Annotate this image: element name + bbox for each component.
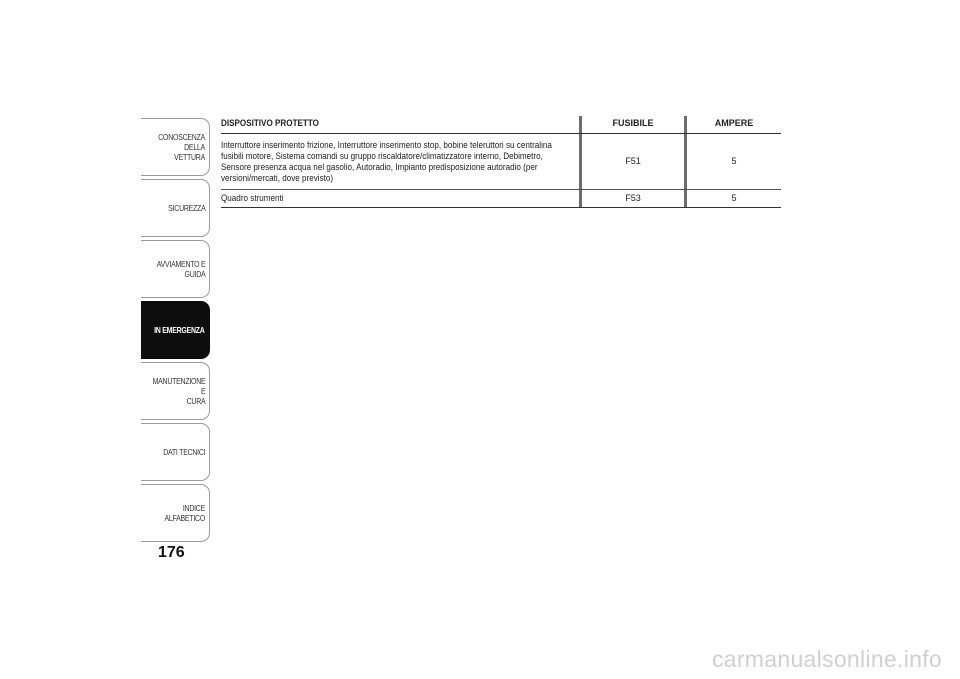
tab-label: SICUREZZA bbox=[167, 203, 205, 213]
ampere-cell: 5 bbox=[684, 134, 781, 189]
tab-conoscenza-della-vettura[interactable] bbox=[141, 118, 210, 176]
watermark: carmanualsonline.info bbox=[711, 646, 942, 672]
tab-label: IN EMERGENZA bbox=[154, 325, 205, 335]
table-header-row bbox=[221, 116, 781, 134]
tab-manutenzione-e-cura[interactable] bbox=[141, 362, 210, 420]
table-row bbox=[221, 190, 781, 208]
page-number: 176 bbox=[158, 544, 185, 561]
fuse-cell: F51 bbox=[579, 134, 684, 189]
tab-label: DATI TECNICI bbox=[162, 447, 205, 457]
table-row bbox=[221, 134, 781, 190]
fuse-table bbox=[221, 116, 781, 208]
tab-label: MANUTENZIONE E CURA bbox=[152, 376, 205, 406]
header-fuse: FUSIBILE bbox=[579, 116, 684, 133]
header-ampere: AMPERE bbox=[684, 116, 781, 133]
tab-in-emergenza[interactable] bbox=[141, 301, 210, 359]
tab-indice-alfabetico[interactable] bbox=[141, 484, 210, 542]
device-cell: Interruttore inserimento frizione, Interruttore inserimento stop, bobine teleruttori su centralina fusibili motore, Sistema comandi su gruppo riscaldatore/climatizzatore interno, Debimetro, Sensore presenza acqua nel gasolio, Autoradio, Impianto predisposizione autoradio (per versioni/mercati, dove previsto) bbox=[221, 140, 552, 183]
header-device: DISPOSITIVO PROTETTO bbox=[221, 118, 319, 128]
tab-sicurezza[interactable] bbox=[141, 179, 210, 237]
tab-label: INDICE ALFABETICO bbox=[164, 503, 205, 523]
ampere-cell: 5 bbox=[684, 190, 781, 207]
tab-label: AVVIAMENTO E GUIDA bbox=[156, 259, 205, 279]
tab-label: CONOSCENZA DELLA VETTURA bbox=[158, 132, 205, 162]
fuse-cell: F53 bbox=[579, 190, 684, 207]
tab-dati-tecnici[interactable] bbox=[141, 423, 210, 481]
tab-avviamento-e-guida[interactable] bbox=[141, 240, 210, 298]
device-cell: Quadro strumenti bbox=[221, 193, 284, 203]
